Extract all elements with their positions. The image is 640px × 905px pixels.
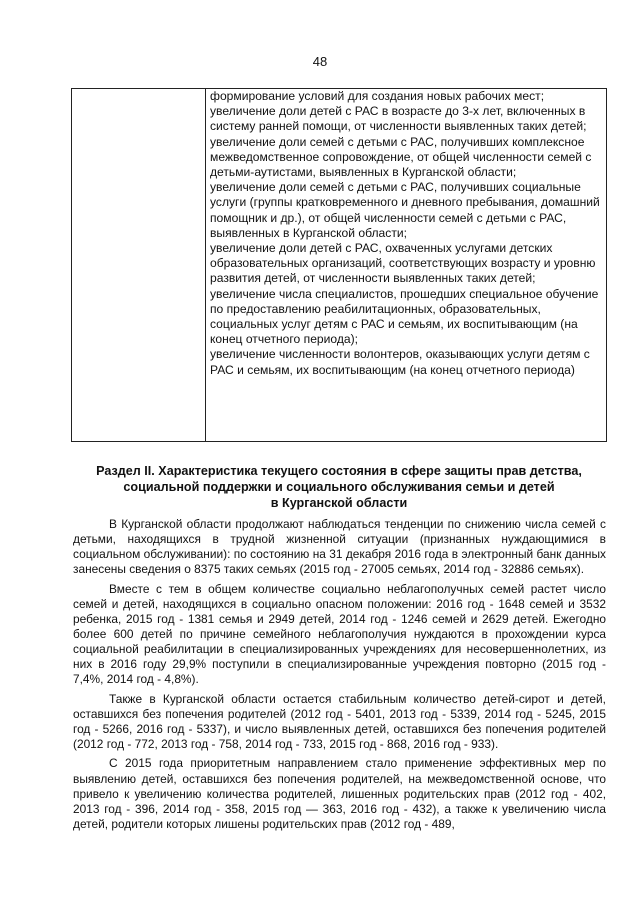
section-title-line: социальной поддержки и социального обслуживания семьи и детей	[123, 480, 555, 494]
table-line: увеличение числа специалистов, прошедших специальное обучение по предоставлению реабилитационных, образовательных, социальных услуг детям с РАС и семьям, их воспитывающим (на конец отчетного периода);	[210, 286, 599, 347]
table-line: увеличение доли детей с РАС, охваченных услугами детских образовательных организаций, соответствующих возрасту и уровню развития детей, от численности выявленных таких детей;	[210, 241, 596, 286]
table-column-divider	[205, 89, 206, 441]
table-line: формирование условий для создания новых рабочих мест;	[210, 89, 545, 103]
table-line: увеличение доли детей с РАС в возрасте до 3-х лет, включенных в систему ранней помощи, от численности выявленных таких детей;	[210, 104, 587, 134]
body-paragraph: С 2015 года приоритетным направлением стало применение эффективных мер по выявлению детей, оставшихся без попечения родителей, на межведомственной основе, что привело к увеличению количества родителей, лишенных родительских прав (2012 год - 402, 2013 год - 396, 2014 год - 358, 2015 год — 363, 2016 год - 432), а также к увеличению числа детей, родители которых лишены родительских прав (2012 год - 489,	[73, 756, 606, 831]
table-line: увеличение доли семей с детьми с РАС, получивших комплексное межведомственное сопровождение, от общей численности семей с детьми-аутистами, выявленных в Курганской области;	[210, 134, 592, 180]
section-body	[73, 517, 606, 836]
indicators-table	[71, 88, 607, 442]
body-paragraph: Вместе с тем в общем количестве социально неблагополучных семей растет число семей и детей, находящихся в социально опасном положении: 2016 год - 1648 семей и 3532 ребенка, 2015 год - 1381 семья и 2949 детей, 2014 год - 1246 семей и 2629 детей. Ежегодно более 600 детей по причине семейного неблагополучия нуждаются в прохождении курса социальной реабилитации в специализированных учреждениях для несовершеннолетних, из них в 2016 году 29,9% поступили в специализированные учреждения повторно (2015 год - 7,4%, 2014 год - 4,8%).	[73, 581, 606, 687]
body-paragraph: Также в Курганской области остается стабильным количество детей-сирот и детей, оставшихся без попечения родителей (2012 год - 5401, 2013 год - 5339, 2014 год - 5245, 2015 год - 5266, 2016 год - 5337), и число выявленных детей, оставшихся без попечения родителей (2012 год - 772, 2013 год - 758, 2014 год - 733, 2015 год - 868, 2016 год - 933).	[73, 691, 606, 751]
section-title-line: в Курганской области	[270, 496, 408, 510]
table-line: увеличение доли семей с детьми с РАС, получивших социальные услуги (группы кратковременного и дневного пребывания, домашний помощник и др.), от общей численности семей с детьми с РАС, выявленных в Курганской области;	[210, 180, 600, 240]
section-title-line: Раздел II. Характеристика текущего состояния в сфере защиты прав детства,	[96, 464, 582, 478]
table-line: увеличение численности волонтеров, оказывающих услуги детям с РАС и семьям, их воспитывающим (на конец отчетного периода)	[210, 347, 590, 377]
section-title	[74, 463, 604, 511]
body-paragraph: В Курганской области продолжают наблюдаться тенденции по снижению числа семей с детьми, находящихся в трудной жизненной ситуации (признанных нуждающимися в социальном обслуживании): по состоянию на 31 декабря 2016 года в электронный банк данных занесены сведения о 8375 таких семьях (2015 год - 27005 семьях, 2014 год - 32886 семьях).	[73, 517, 606, 577]
table-cell-indicators	[210, 89, 600, 378]
page-number: 48	[312, 54, 328, 69]
